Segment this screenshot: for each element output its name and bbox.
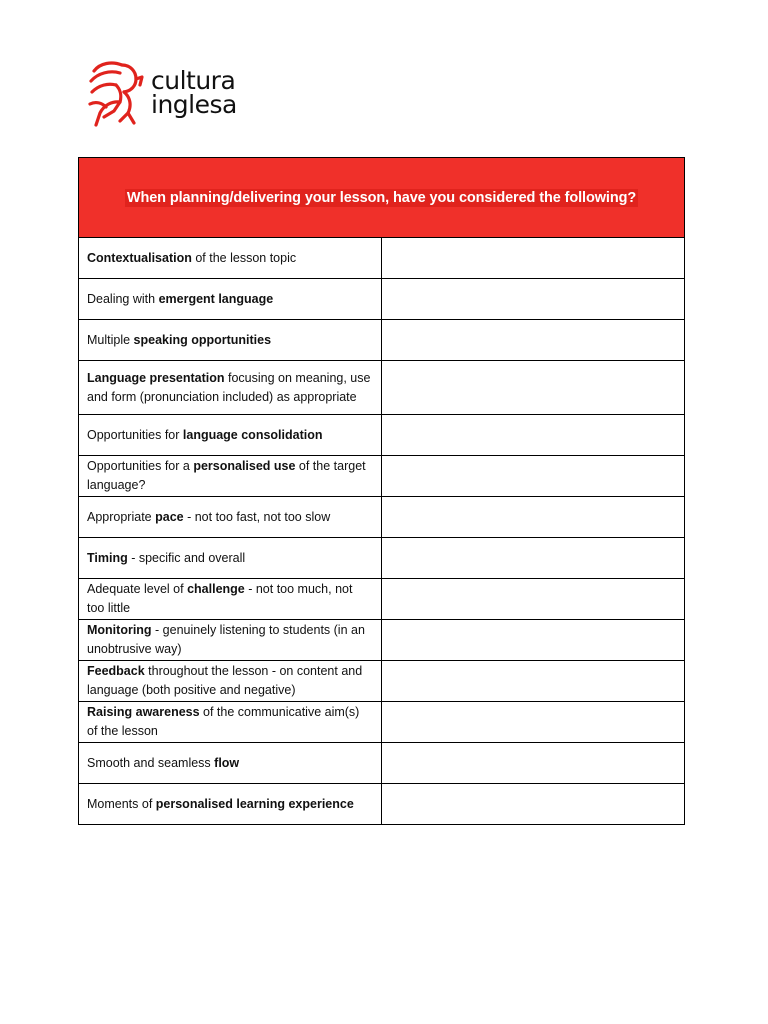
item-text-bold: personalised use [193,459,296,473]
item-text-bold: emergent language [158,291,274,306]
item-text-pre: Appropriate [87,509,156,524]
item-text-bold: pace [155,509,184,524]
checklist-row [79,279,685,320]
brand-line1: cultura [151,66,236,95]
checklist-header-cell [79,158,685,238]
item-text-bold: Timing [87,550,128,565]
checkbox-cell[interactable] [382,538,685,579]
item-text-post: - not too much, not too little [87,582,353,615]
lesson-checklist-table [78,157,685,825]
checkbox-cell[interactable] [382,415,685,456]
checklist-item [79,415,382,456]
item-text-bold: speaking opportunities [133,332,272,347]
checklist-item [79,620,382,661]
item-text-bold: Language presentation [87,370,225,385]
checklist-row [79,579,685,620]
checklist-item [79,279,382,320]
item-text-bold: Feedback [87,664,145,678]
checkbox-cell[interactable] [382,456,685,497]
checkbox-cell[interactable] [382,784,685,825]
checklist-row [79,661,685,702]
item-text-bold: Contextualisation [87,250,192,265]
checklist-row [79,620,685,661]
item-text-bold: Monitoring [87,623,152,637]
checklist-row [79,238,685,279]
checkbox-cell[interactable] [382,238,685,279]
item-text-bold: personalised learning experience [155,796,354,811]
checklist-row [79,361,685,415]
checklist-item [79,661,382,702]
checklist-row [79,702,685,743]
item-text-bold: challenge [187,582,245,596]
brand-wordmark [151,66,237,119]
item-text-pre: Smooth and seamless [87,755,215,770]
checklist-item [79,320,382,361]
item-text-post: of the target language? [87,459,366,492]
checklist-header-text: When planning/delivering your lesson, have you considered the following? [126,189,637,206]
item-text-pre: Opportunities for a [87,459,194,473]
item-text-bold: language consolidation [182,427,323,442]
checklist-item [79,497,382,538]
checklist-item [79,238,382,279]
checklist-item [79,702,382,743]
item-text-pre: Dealing with [87,291,159,306]
checklist-row [79,456,685,497]
item-text-post: of the communicative aim(s) of the lesson [87,705,360,738]
checklist-row [79,784,685,825]
checklist-item [79,579,382,620]
checklist-row [79,497,685,538]
item-text-post: of the lesson topic [191,250,297,265]
item-text-post: focusing on meaning, use and form (pronunciation included) as appropriate [87,370,371,404]
checkbox-cell[interactable] [382,361,685,415]
checklist-header-row [79,158,685,238]
checkbox-cell[interactable] [382,497,685,538]
checkbox-cell[interactable] [382,661,685,702]
checklist-item [79,784,382,825]
checklist-row [79,743,685,784]
item-text-pre: Multiple [87,332,134,347]
lion-icon [86,59,148,129]
item-text-post: - not too fast, not too slow [183,509,331,524]
checklist-item [79,743,382,784]
checklist-row [79,320,685,361]
checkbox-cell[interactable] [382,579,685,620]
brand-logo [86,58,237,130]
checklist-row [79,538,685,579]
checklist-row [79,415,685,456]
item-text-pre: Moments of [87,796,156,811]
checkbox-cell[interactable] [382,279,685,320]
item-text-post: throughout the lesson - on content and language (both positive and negative) [87,664,363,697]
checklist-item [79,456,382,497]
item-text-bold: flow [214,755,240,770]
item-text-bold: Raising awareness [87,705,200,719]
item-text-pre: Opportunities for [87,427,183,442]
checklist-item [79,361,382,415]
item-text-post: - genuinely listening to students (in an unobtrusive way) [87,623,365,656]
item-text-pre: Adequate level of [87,582,188,596]
checkbox-cell[interactable] [382,702,685,743]
checkbox-cell[interactable] [382,620,685,661]
brand-line2: inglesa [151,90,237,119]
checklist-item [79,538,382,579]
checkbox-cell[interactable] [382,320,685,361]
item-text-post: - specific and overall [127,550,246,565]
checkbox-cell[interactable] [382,743,685,784]
